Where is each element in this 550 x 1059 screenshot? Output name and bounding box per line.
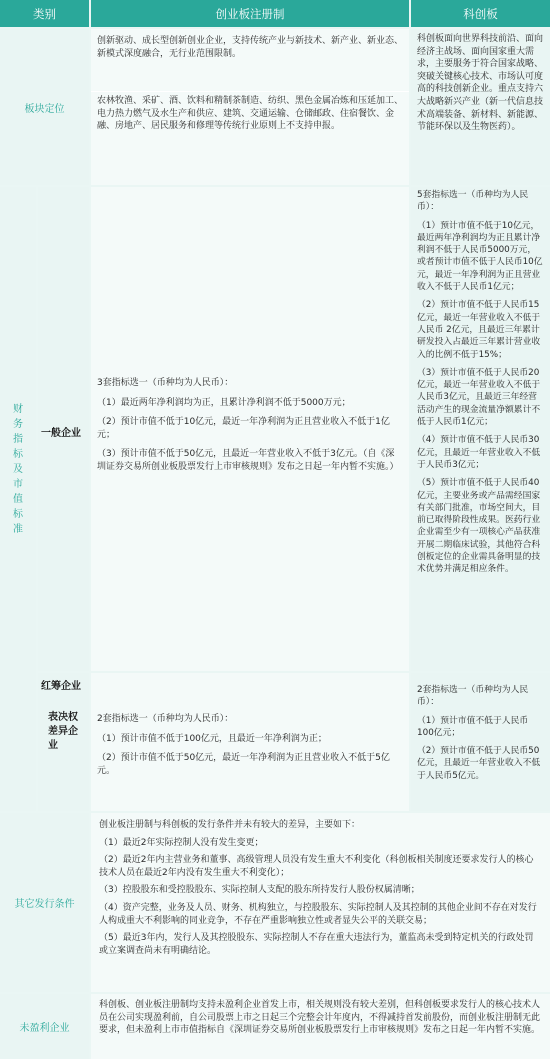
star-general-item2: （2）预计市值不低于人民币15亿元，最近一年营业收入不低于人民币 2亿元，且最近三年累计研发投入占最近三年累计营业收入的比例不低于15%；	[417, 300, 541, 360]
star-positioning: 科创板面向世界科技前沿、面向经济主战场、面向国家重大需求，主要服务于符合国家战略、突破关键核心技术、市场认可度高的科技创新企业。重点支持六大战略新兴产业（新一代信息技术高端装备、新材料、新能源、节能环保以及生物医药）。	[411, 29, 550, 185]
star-general-item5: （5）预计市值不低于人民币40亿元，主要业务或产品需经国家有关部门批准，市场空间大，目前已取得阶段性成果。医药行业企业需至少有一项核心产品获准开展二期临床试验，其他符合科创板定位的企业需具备明显的技术优势并满足相应条件。	[417, 478, 541, 575]
category-unprofitable: 未盈利企业	[0, 994, 89, 1059]
gem-special	[91, 673, 409, 811]
star-general-item4: （4）预计市值不低于人民币30亿元，且最近一年营业收入不低于人民币3亿元；	[417, 435, 541, 470]
sub-special-cell	[38, 673, 89, 811]
gem-special-item2: （2）预计市值不低于50亿元，最近一年净利润为正且营业收入不低于5亿元。	[97, 753, 390, 776]
category-financial: 财务指标及市值标准	[13, 404, 23, 535]
gem-positioning	[91, 29, 409, 185]
gem-general-item1: （1）最近两年净利润均为正，且累计净利润不低于5000万元；	[97, 397, 351, 408]
header-gem: 创业板注册制	[91, 0, 409, 27]
gem-general-intro: 3套指标选一（币种均为人民币）：	[97, 378, 234, 388]
sub-red-chip: 红筹企业	[41, 681, 81, 692]
category-positioning: 板块定位	[0, 29, 89, 185]
gem-general-item3: （3）预计市值不低于50亿元，且最近一年营业收入不低于3亿元。（自《深圳证券交易所创业板股票发行上市审核规则》发布之日起一年内暂不实施。）	[97, 449, 399, 472]
unprofitable-text: 科创板、创业板注册制均支持未盈利企业首发上市，相关规则没有较大差别，但科创板要求发行人的核心技术人员在公司实现盈利前，自公司股票上市之日起三个完整会计年度内，不得减持首发前股份，而创业板注册制无此要求，但未盈利上市市值指标自《深圳证券交易所创业板股票发行上市审核规则》发布之日起一年内暂不实施。	[91, 994, 550, 1059]
star-special	[411, 673, 550, 811]
sub-dual-class: 表决权差异企业	[48, 712, 78, 751]
other-item4: （4）资产完整，业务及人员、财务、机构独立，与控股股东、实际控制人及其控制的其他企业间不存在对发行人构成重大不利影响的同业竞争，不存在严重影响独立性或者显失公平的关联交易；	[99, 902, 537, 926]
gem-general-item2: （2）预计市值不低于10亿元，最近一年净利润为正且营业收入不低于1亿元；	[97, 417, 390, 440]
gem-special-intro: 2套指标选一（币种均为人民币）：	[97, 714, 234, 724]
category-other: 其它发行条件	[0, 813, 89, 992]
gem-special-item1: （1）预计市值不低于100亿元，且最近一年净利润为正；	[97, 733, 327, 744]
other-intro: 创业板注册制与科创板的发行条件并未有较大的差异，主要如下：	[99, 820, 361, 830]
category-financial-cell	[0, 187, 36, 811]
other-item2: （2）最近2年内主营业务和董事、高级管理人员没有发生重大不利变化（科创板相关制度还要求发行人的核心技术人员在最近2年内没有发生重大不利变化）；	[99, 855, 534, 878]
star-general-intro: 5套指标选一（币种均为人民币）：	[417, 190, 529, 213]
other-item5: （5）最近3年内，发行人及其控股股东、实际控制人不存在重大违法行为，董监高未受到特定机关的行政处罚或立案调查尚未有明确结论。	[99, 933, 534, 956]
header-star: 科创板	[411, 0, 550, 27]
gem-general	[91, 187, 409, 671]
star-general	[411, 187, 550, 671]
header-category: 类别	[0, 0, 89, 27]
other-item1: （1）最近2年实际控制人没有发生变更；	[99, 837, 264, 848]
gem-positioning-p1: 创新驱动、成长型创新创业企业，支持传统产业与新技术、新产业、新业态、新模式深度融合，无行业范围限制。	[97, 36, 404, 59]
other-conditions	[91, 813, 550, 992]
sub-general: 一般企业	[41, 428, 81, 439]
gem-positioning-p2: 农林牧渔、采矿、酒、饮料和精制茶制造、纺织、黑色金属冶炼和压延加工、电力热力燃气及水生产和供应、建筑、交通运输、仓储邮政、住宿餐饮、金融、房地产、居民服务和修理等传统行业原则上不支持申报。	[97, 96, 404, 132]
star-general-item1: （1）预计市值不低于10亿元，最近两年净利润均为正且累计净利润不低于人民币5000万元，或者预计市值不低于人民币10亿元，最近一年净利润为正且营业收入不低于人民币1亿元；	[417, 220, 543, 293]
star-special-item2: （2）预计市值不低于人民币50亿元，且最近一年营业收入不低于人民币5亿元。	[417, 746, 541, 781]
sub-general-cell	[38, 187, 89, 671]
star-special-item1: （1）预计市值不低于人民币100亿元；	[417, 715, 529, 738]
divider	[91, 91, 409, 92]
star-special-intro: 2套指标选一（币种均为人民币）：	[417, 685, 529, 708]
star-general-item3: （3）预计市值不低于人民币20亿元，最近一年营业收入不低于人民币3亿元，且最近三年经营活动产生的现金流量净额累计不低于人民币1亿元；	[417, 367, 541, 428]
other-item3: （3）控股股东和受控股股东、实际控制人支配的股东所持发行人股份权属清晰；	[99, 885, 420, 896]
